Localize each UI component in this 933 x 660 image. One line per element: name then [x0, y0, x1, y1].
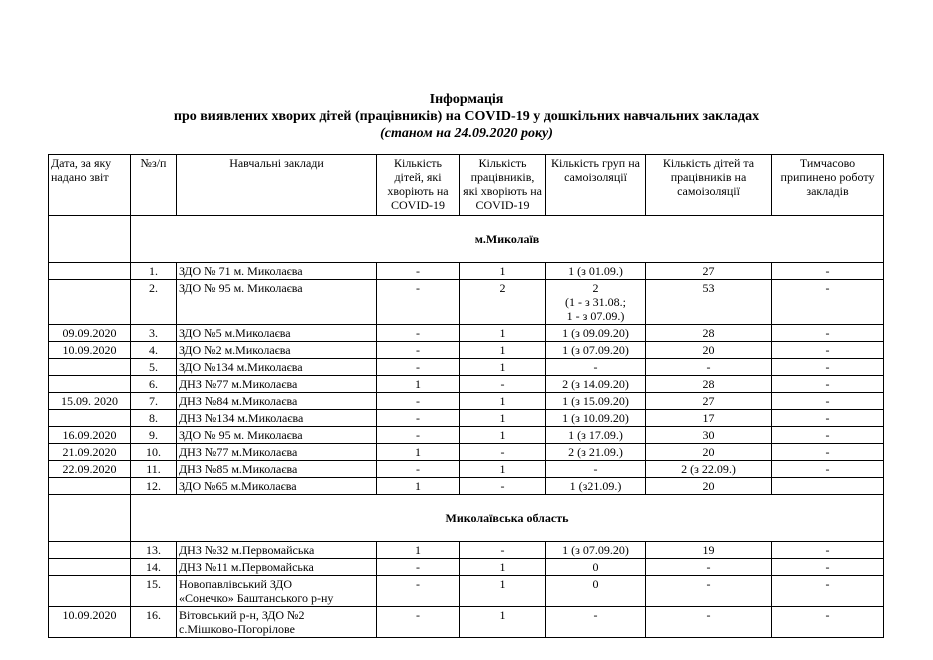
sick-staff-cell: 1	[460, 410, 546, 427]
institution-name-cell: Новопавлівський ЗДО «Сонечко» Баштанського р-ну	[177, 576, 377, 607]
table-row	[49, 393, 884, 410]
closed-institutions-cell: -	[772, 342, 884, 359]
table-row	[49, 376, 884, 393]
report-date-cell	[49, 263, 131, 280]
report-date-cell: 10.09.2020	[49, 342, 131, 359]
sick-staff-cell: 1	[460, 576, 546, 607]
sick-staff-cell: 1	[460, 342, 546, 359]
table-row	[49, 325, 884, 342]
institution-name-cell: ЗДО № 95 м. Миколаєва	[177, 427, 377, 444]
report-date-cell	[49, 576, 131, 607]
sick-children-cell: 1	[377, 444, 460, 461]
isolated-people-cell: -	[646, 359, 772, 376]
institution-name-cell: ЗДО № 71 м. Миколаєва	[177, 263, 377, 280]
sick-staff-cell: -	[460, 542, 546, 559]
institution-name-cell: ДНЗ №11 м.Первомайська	[177, 559, 377, 576]
column-header: Кількість дітей, які хворіють на COVID-19	[377, 155, 460, 216]
section-row	[49, 495, 884, 542]
closed-institutions-cell: -	[772, 542, 884, 559]
section-blank-cell	[49, 495, 131, 542]
row-number-cell: 5.	[131, 359, 177, 376]
row-number-cell: 1.	[131, 263, 177, 280]
isolated-people-cell: 20	[646, 478, 772, 495]
isolated-groups-cell: 1 (з21.09.)	[546, 478, 646, 495]
table-row	[49, 576, 884, 607]
sick-children-cell: -	[377, 342, 460, 359]
sick-children-cell: 1	[377, 478, 460, 495]
table-row	[49, 478, 884, 495]
institution-name-cell: ДНЗ №134 м.Миколаєва	[177, 410, 377, 427]
table-row	[49, 280, 884, 325]
sick-children-cell: -	[377, 280, 460, 325]
isolated-people-cell: -	[646, 559, 772, 576]
closed-institutions-cell: -	[772, 576, 884, 607]
row-number-cell: 16.	[131, 607, 177, 638]
isolated-people-cell: 27	[646, 263, 772, 280]
isolated-people-cell: 20	[646, 342, 772, 359]
institution-name-cell: ЗДО № 95 м. Миколаєва	[177, 280, 377, 325]
institution-name-cell: ДНЗ №77 м.Миколаєва	[177, 376, 377, 393]
isolated-people-cell: -	[646, 607, 772, 638]
column-header: Тимчасово припинено роботу закладів	[772, 155, 884, 216]
document-date-line: (станом на 24.09.2020 року)	[380, 126, 553, 141]
sick-children-cell: 1	[377, 376, 460, 393]
row-number-cell: 2.	[131, 280, 177, 325]
sick-staff-cell: 2	[460, 280, 546, 325]
closed-institutions-cell: -	[772, 427, 884, 444]
table-row	[49, 559, 884, 576]
document-title: Інформація	[429, 92, 504, 107]
isolated-groups-cell: 1 (з 15.09.20)	[546, 393, 646, 410]
row-number-cell: 15.	[131, 576, 177, 607]
closed-institutions-cell: -	[772, 607, 884, 638]
isolated-people-cell: 53	[646, 280, 772, 325]
institution-name-cell: ДНЗ №32 м.Первомайська	[177, 542, 377, 559]
closed-institutions-cell: -	[772, 376, 884, 393]
sick-staff-cell: 1	[460, 263, 546, 280]
report-date-cell	[49, 478, 131, 495]
isolated-groups-cell: 2 (1 - з 31.08.; 1 - з 07.09.)	[546, 280, 646, 325]
report-date-cell: 09.09.2020	[49, 325, 131, 342]
isolated-people-cell: 20	[646, 444, 772, 461]
section-row	[49, 216, 884, 263]
closed-institutions-cell: -	[772, 393, 884, 410]
isolated-people-cell: 28	[646, 376, 772, 393]
report-date-cell: 10.09.2020	[49, 607, 131, 638]
row-number-cell: 8.	[131, 410, 177, 427]
isolated-groups-cell: 0	[546, 559, 646, 576]
isolated-groups-cell: 2 (з 14.09.20)	[546, 376, 646, 393]
row-number-cell: 6.	[131, 376, 177, 393]
column-header: Кількість дітей та працівників на самоізоляції	[646, 155, 772, 216]
row-number-cell: 9.	[131, 427, 177, 444]
sick-children-cell: -	[377, 263, 460, 280]
isolated-groups-cell: 1 (з 10.09.20)	[546, 410, 646, 427]
row-number-cell: 7.	[131, 393, 177, 410]
row-number-cell: 4.	[131, 342, 177, 359]
isolated-groups-cell: 1 (з 17.09.)	[546, 427, 646, 444]
row-number-cell: 10.	[131, 444, 177, 461]
isolated-groups-cell: 1 (з 09.09.20)	[546, 325, 646, 342]
column-header: Кількість працівників, які хворіють на COVID-19	[460, 155, 546, 216]
closed-institutions-cell	[772, 478, 884, 495]
table-row	[49, 359, 884, 376]
sick-children-cell: -	[377, 410, 460, 427]
row-number-cell: 11.	[131, 461, 177, 478]
institution-name-cell: ДНЗ №84 м.Миколаєва	[177, 393, 377, 410]
institution-name-cell: ЗДО №2 м.Миколаєва	[177, 342, 377, 359]
isolated-groups-cell: 0	[546, 576, 646, 607]
table-row	[49, 607, 884, 638]
institution-name-cell: Вітовський р-н, ЗДО №2 с.Мішково-Погорілове	[177, 607, 377, 638]
isolated-people-cell: 28	[646, 325, 772, 342]
sick-children-cell: -	[377, 325, 460, 342]
report-date-cell	[49, 542, 131, 559]
closed-institutions-cell: -	[772, 263, 884, 280]
table-row	[49, 444, 884, 461]
table-row	[49, 342, 884, 359]
sick-children-cell: 1	[377, 542, 460, 559]
column-header: №з/п	[131, 155, 177, 216]
report-date-cell: 22.09.2020	[49, 461, 131, 478]
sick-children-cell: -	[377, 559, 460, 576]
report-date-cell: 15.09. 2020	[49, 393, 131, 410]
institution-name-cell: ДНЗ №77 м.Миколаєва	[177, 444, 377, 461]
sick-staff-cell: -	[460, 478, 546, 495]
table-header-row	[49, 155, 884, 216]
section-title: м.Миколаїв	[131, 216, 884, 263]
column-header: Кількість груп на самоізоляції	[546, 155, 646, 216]
column-header: Навчальні заклади	[177, 155, 377, 216]
sick-children-cell: -	[377, 461, 460, 478]
isolated-people-cell: 30	[646, 427, 772, 444]
sick-children-cell: -	[377, 359, 460, 376]
table-row	[49, 263, 884, 280]
document-subtitle: про виявлених хворих дітей (працівників) на COVID-19 у дошкільних навчальних закладах	[173, 109, 760, 124]
table-row	[49, 461, 884, 478]
sick-children-cell: -	[377, 607, 460, 638]
row-number-cell: 3.	[131, 325, 177, 342]
isolated-people-cell: 17	[646, 410, 772, 427]
sick-staff-cell: 1	[460, 461, 546, 478]
isolated-people-cell: 2 (з 22.09.)	[646, 461, 772, 478]
covid-info-table	[48, 154, 884, 638]
sick-staff-cell: 1	[460, 607, 546, 638]
sick-staff-cell: 1	[460, 393, 546, 410]
sick-staff-cell: -	[460, 444, 546, 461]
isolated-groups-cell: -	[546, 607, 646, 638]
report-date-cell: 16.09.2020	[49, 427, 131, 444]
section-title: Миколаївська область	[131, 495, 884, 542]
closed-institutions-cell: -	[772, 559, 884, 576]
closed-institutions-cell: -	[772, 444, 884, 461]
isolated-people-cell: -	[646, 576, 772, 607]
report-date-cell	[49, 376, 131, 393]
report-date-cell: 21.09.2020	[49, 444, 131, 461]
sick-staff-cell: 1	[460, 559, 546, 576]
institution-name-cell: ДНЗ №85 м.Миколаєва	[177, 461, 377, 478]
row-number-cell: 13.	[131, 542, 177, 559]
row-number-cell: 14.	[131, 559, 177, 576]
isolated-groups-cell: -	[546, 359, 646, 376]
row-number-cell: 12.	[131, 478, 177, 495]
sick-staff-cell: -	[460, 376, 546, 393]
isolated-groups-cell: -	[546, 461, 646, 478]
isolated-people-cell: 19	[646, 542, 772, 559]
report-date-cell	[49, 280, 131, 325]
closed-institutions-cell: -	[772, 280, 884, 325]
institution-name-cell: ЗДО №5 м.Миколаєва	[177, 325, 377, 342]
table-row	[49, 542, 884, 559]
table-body	[49, 216, 884, 638]
sick-children-cell: -	[377, 576, 460, 607]
sick-children-cell: -	[377, 393, 460, 410]
report-date-cell	[49, 359, 131, 376]
sick-staff-cell: 1	[460, 325, 546, 342]
report-date-cell	[49, 559, 131, 576]
sick-staff-cell: 1	[460, 359, 546, 376]
isolated-groups-cell: 1 (з 01.09.)	[546, 263, 646, 280]
institution-name-cell: ЗДО №65 м.Миколаєва	[177, 478, 377, 495]
sick-staff-cell: 1	[460, 427, 546, 444]
closed-institutions-cell: -	[772, 359, 884, 376]
report-date-cell	[49, 410, 131, 427]
closed-institutions-cell: -	[772, 410, 884, 427]
closed-institutions-cell: -	[772, 461, 884, 478]
isolated-groups-cell: 1 (з 07.09.20)	[546, 542, 646, 559]
isolated-groups-cell: 1 (з 07.09.20)	[546, 342, 646, 359]
section-blank-cell	[49, 216, 131, 263]
closed-institutions-cell: -	[772, 325, 884, 342]
sick-children-cell: -	[377, 427, 460, 444]
institution-name-cell: ЗДО №134 м.Миколаєва	[177, 359, 377, 376]
table-row	[49, 427, 884, 444]
isolated-people-cell: 27	[646, 393, 772, 410]
isolated-groups-cell: 2 (з 21.09.)	[546, 444, 646, 461]
column-header: Дата, за яку надано звіт	[49, 155, 131, 216]
table-row	[49, 410, 884, 427]
